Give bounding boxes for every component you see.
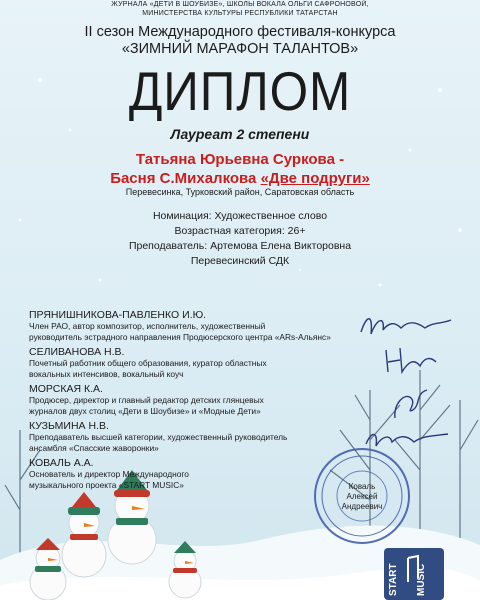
seal-line-3: Андреевич	[341, 502, 383, 511]
jury-member-name: ПРЯНИШНИКОВА-ПАВЛЕНКО И.Ю.	[29, 309, 207, 321]
work-line	[0, 169, 480, 188]
jury-member	[29, 346, 349, 380]
nomination: Номинация: Художественное слово	[152, 210, 328, 222]
jury-member-desc: Продюсер, директор и главный редактор детских глянцевых	[29, 395, 264, 405]
jury-member-name: МОРСКАЯ К.А.	[29, 383, 103, 395]
jury-member-desc: Основатель и директор Международного	[29, 469, 189, 479]
festival-name: «ЗИМНИЙ МАРАФОН ТАЛАНТОВ»	[121, 41, 359, 57]
jury-member-desc: руководитель эстрадного направления Продюсерского центра «ARs-Альянс»	[29, 332, 331, 342]
recipient-block	[0, 150, 480, 188]
jury-member-desc: ансамбля «Спасские жаворонки»	[29, 443, 159, 453]
season-title: II сезон Международного фестиваля-конкурса	[84, 24, 396, 40]
logo-text-music: MUSIC	[416, 563, 427, 596]
jury-list	[29, 309, 349, 494]
recipient-location: Перевесинка, Турковский район, Саратовская область	[125, 187, 355, 197]
jury-member-name: СЕЛИВАНОВА Н.В.	[29, 346, 125, 358]
work-prefix: Басня С.Михалкова	[110, 170, 261, 187]
signature-2	[380, 344, 440, 378]
jury-member-desc: Почетный работник общего образования, куратор областных	[29, 358, 267, 368]
recipient-name: Татьяна Юрьевна Суркова -	[135, 151, 345, 168]
jury-member-desc: музыкального проекта «START MUSIC»	[29, 480, 184, 490]
teacher: Преподаватель: Артемова Елена Викторовна	[128, 240, 352, 252]
logo-text-start: START	[388, 563, 399, 596]
institution: Перевесинский СДК	[190, 255, 290, 267]
jury-member	[29, 309, 349, 343]
jury-member-name: КОВАЛЬ А.А.	[29, 457, 94, 469]
details-block	[0, 209, 480, 269]
jury-member	[29, 457, 349, 491]
jury-member-name: КУЗЬМИНА Н.В.	[29, 420, 109, 432]
laureate-degree: Лауреат 2 степени	[170, 126, 310, 142]
work-title: «Две подруги»	[260, 170, 370, 187]
jury-member-desc: журналов двух столиц «Дети в Шоубизе» и «Модные Дети»	[29, 406, 261, 416]
jury-member	[29, 420, 349, 454]
jury-member	[29, 383, 349, 417]
jury-member-desc: вокальных интенсивов, вокальный коуч	[29, 369, 184, 379]
start-music-logo	[384, 548, 444, 600]
signature-3	[385, 384, 435, 424]
seal-line-2: Алексей	[346, 492, 378, 501]
stamp-seal	[312, 446, 412, 546]
seal-line-1: Коваль	[348, 482, 376, 491]
jury-member-desc: Преподаватель высшей категории, художественный руководитель	[29, 432, 288, 442]
organizers-line-1: ЖУРНАЛА «ДЕТИ В ШОУБИЗЕ», ШКОЛЫ ВОКАЛА ОЛЬГИ САФРОНОВОЙ,	[111, 1, 369, 8]
organizers-line-2: МИНИСТЕРСТВА КУЛЬТУРЫ РЕСПУБЛИКИ ТАТАРСТАН	[142, 10, 338, 17]
signature-1	[355, 308, 455, 344]
diploma-title: ДИПЛОМ	[128, 60, 352, 122]
age-category: Возрастная категория: 26+	[174, 225, 306, 237]
organizers-text	[0, 0, 480, 18]
jury-member-desc: Член РАО, автор композитор, исполнитель, художественный	[29, 321, 266, 331]
